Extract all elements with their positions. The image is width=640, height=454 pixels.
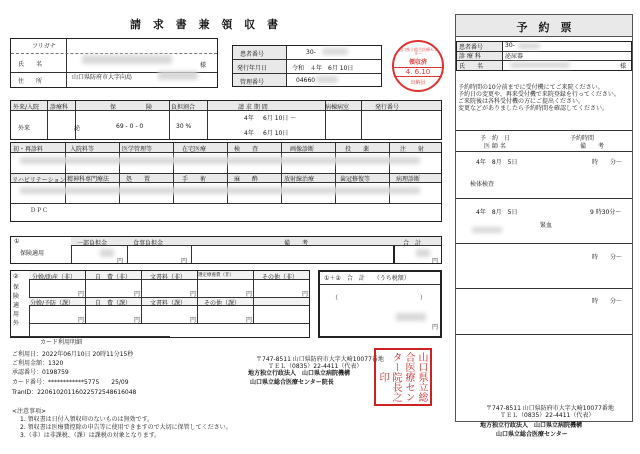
name-label: 氏 名 <box>18 61 43 68</box>
yen-r1-1: 円 <box>134 291 141 298</box>
address-label: 住 所 <box>18 78 43 85</box>
appt-1-date: 4年 8月 5日 <box>476 209 518 216</box>
hosp-corp: 地方独立行政法人 山口県立病院機構 <box>248 370 351 377</box>
yen-r1-4: 円 <box>302 291 309 298</box>
yen-r1-2: 円 <box>190 291 197 298</box>
appt-1-time: 9 時30分～ <box>590 209 622 216</box>
appt-inst-3: 変更などがありましたら予約時間を確認してください。 <box>458 105 609 112</box>
sum-tax-open: （ <box>332 295 339 302</box>
hosp-tel: ＴＥＬ（0835）22-4411（代表） <box>268 363 363 370</box>
nonins-r2-2: 文書料（課） <box>150 300 187 307</box>
appt-divider-0 <box>456 198 632 199</box>
bill-ratio: 30 % <box>176 123 192 130</box>
mgmt-no-value: 04660 <box>296 77 316 84</box>
pts-h2-1: 精神科専門療法 <box>67 176 110 183</box>
insurance-block <box>10 236 442 264</box>
bill-h-dept: 診療科 <box>50 104 69 111</box>
total-redacted <box>416 249 430 257</box>
bill-h-type: 外来/入院 <box>13 104 40 111</box>
copay-redacted <box>100 249 114 257</box>
bill-h-ins1: 保 <box>110 104 117 111</box>
appt-hosp-name: 山口県立総合医療センター <box>496 431 568 438</box>
nonins-r1-2: 文書料（非） <box>150 274 187 281</box>
nonins-r2-3: その他（課） <box>204 300 241 307</box>
hosp-address: 〒747-8511 山口県防府市大字大崎10077番地 <box>256 356 384 363</box>
sum-label: ①＋② 合 計 （うち税額） <box>324 275 410 282</box>
pts-h1-0: 初・再診料 <box>13 146 44 153</box>
nonins-r1-1: 自 費（非） <box>95 274 132 281</box>
yen-r1-0: 円 <box>78 291 85 298</box>
note-0: 1. 領収書は日付入領収印のないものは無効です。 <box>20 416 154 423</box>
sum-tax-close: ） <box>420 295 427 302</box>
appt-name-redacted <box>510 62 570 68</box>
nonins-r1-4: その他（非） <box>262 274 299 281</box>
points-redacted-1 <box>20 157 420 164</box>
patient-no-value: 30- <box>306 49 316 56</box>
yen-r2-1: 円 <box>134 317 141 324</box>
section2-side: 保険適用外 <box>13 284 20 327</box>
note-2: 3.（非）は非課税、（課）は課税の対象となります。 <box>20 432 161 439</box>
appt-divider-1 <box>456 243 632 244</box>
card-line-3: カード番号：************5775 25/09 <box>12 379 129 386</box>
mgmt-no-redacted <box>316 76 338 83</box>
appt-col1: 予 約 日 <box>480 135 511 142</box>
appt-1-note: 緊血 <box>540 222 553 229</box>
pts-h1-5: 画像診断 <box>290 146 315 153</box>
paid-stamp-mid: 領収済 <box>408 59 427 66</box>
total-label: 合 計 <box>403 240 422 247</box>
points-redacted-2 <box>20 187 420 194</box>
appt-0-time: 時 分～ <box>592 159 623 166</box>
bill-h-ins2: 険 <box>146 104 153 111</box>
address-redacted <box>158 71 198 80</box>
patient-no-label: 患者番号 <box>240 51 265 58</box>
card-title: カード利用明細 <box>40 339 83 346</box>
mgmt-no-label: 管理番号 <box>240 79 265 86</box>
notes-title: <注意事項> <box>12 408 47 415</box>
pts-h1-7: 注 射 <box>400 146 425 153</box>
paid-stamp-top: 山口県立総合医療センター <box>398 47 438 56</box>
appt-dept: 泌尿器 <box>505 53 524 60</box>
copay-label: 一部負担金 <box>77 240 108 247</box>
appointment-card <box>455 14 633 422</box>
address-value: 山口県防府市大字向島 <box>72 74 133 81</box>
pts-h1-4: 検 査 <box>234 146 259 153</box>
paid-stamp-bottom: 出納員 <box>410 80 426 86</box>
insurance-label: 保険適用 <box>20 250 45 257</box>
appt-patient-no: 30- <box>505 42 515 49</box>
pts-h2-0: リハビリテーション <box>12 177 66 184</box>
bill-type: 外来 <box>18 125 31 132</box>
section1-no: ① <box>14 238 20 245</box>
appt-dept-label: 診 療 科 <box>459 53 481 60</box>
issue-date-label: 発行年月日 <box>237 65 268 72</box>
card-line-4: TranID：22061020116022572548616048 <box>12 389 137 396</box>
receipt-title: 請 求 書 兼 領 収 書 <box>130 18 282 31</box>
name-suffix: 様 <box>200 62 207 69</box>
appt-blank-1-time: 時 分～ <box>592 298 623 305</box>
hosp-name: 山口県立総合医療センター院長 <box>250 379 334 386</box>
pts-h2-6: 歯冠修復等 <box>340 176 371 183</box>
yen-r2-2: 円 <box>190 317 197 324</box>
pts-h2-4: 麻 酔 <box>234 176 259 183</box>
appt-title: 予 約 票 <box>516 21 572 34</box>
appt-inst-0: 予約時間の10分前までに受付機にてご来院ください。 <box>458 84 604 91</box>
section2-no: ② <box>13 273 19 280</box>
yen-r1-3: 円 <box>246 291 253 298</box>
nonins-r1-0: 分娩/助産（非） <box>32 274 77 281</box>
total-yen: 円 <box>432 258 439 265</box>
appt-blank-0-time: 時 分～ <box>592 254 623 261</box>
bill-dept: 泌 <box>74 125 81 132</box>
appt-inst-2: ご来院後は各科受付機の方にご提出ください。 <box>458 98 585 105</box>
nonins-r2-0: 分娩/予防（課） <box>30 300 75 307</box>
card-line-2: 承認番号：0198759 <box>12 369 69 376</box>
copay-yen: 円 <box>117 258 124 265</box>
bill-h-issue: 発行番号 <box>375 104 400 111</box>
meal-label: 食事負担金 <box>133 240 164 247</box>
appt-header-line2 <box>456 151 632 152</box>
pts-h2-3: 手 術 <box>182 176 207 183</box>
yen-r2-3: 円 <box>246 317 253 324</box>
yen-r2-0: 円 <box>78 317 85 324</box>
appt-1-doctor-redacted <box>472 227 502 233</box>
sum-yen: 円 <box>432 324 439 331</box>
bill-period-to: 6月 10日 <box>263 130 289 137</box>
bill-h-ratio: 負担割合 <box>171 104 196 111</box>
pts-h1-6: 投 薬 <box>345 146 370 153</box>
appt-inst-1: 予約日の変更や、再来受付機で来院登録を行ってください。 <box>458 91 620 98</box>
bill-insurance: 69 - 0 - 0 <box>116 123 144 130</box>
hospital-seal: 山口県立総合医療センター院長之印 <box>374 348 432 406</box>
note-1: 2. 領収書は医療費控除の申告等に使用できますので大切に保管してください。 <box>20 424 232 431</box>
card-line-0: ご利用日：2022年06月10日 20時11分15秒 <box>12 351 134 358</box>
pts-h2-5: 放射線治療 <box>284 176 315 183</box>
pts-h2-2: 処 置 <box>126 176 151 183</box>
furigana-label: フリガナ <box>32 43 56 50</box>
appt-col4: 備 考 <box>580 143 605 150</box>
appt-0-date: 4年 8月 5日 <box>476 159 518 166</box>
sum-redacted <box>396 313 426 321</box>
patient-name-redacted <box>82 55 172 64</box>
appt-divider-2 <box>456 288 632 289</box>
bill-period-from: 6月 10日 ～ <box>263 115 297 122</box>
remarks-label: 備 考 <box>284 240 309 247</box>
appt-name-label: 氏 名 <box>459 63 484 70</box>
appt-0-note: 検体検査 <box>470 181 495 188</box>
appt-col2: 医 師 名 <box>484 143 506 150</box>
pts-h1-3: 在宅医療 <box>182 146 207 153</box>
appt-divider-3 <box>456 334 632 335</box>
appt-hosp-address: 〒747-8511 山口県防府市大字大崎10077番地 <box>486 405 614 412</box>
appt-hosp-corp: 地方独立行政法人 山口県立病院機構 <box>480 422 583 429</box>
pts-h1-2: 医学管理等 <box>122 146 153 153</box>
bill-h-period: 請 求 期 間 <box>238 104 268 111</box>
paid-stamp <box>392 40 444 92</box>
bill-period-to-era: 4年 <box>244 130 254 137</box>
appt-patient-no-redacted <box>518 43 540 49</box>
patient-no-redacted <box>322 48 348 55</box>
appt-hosp-tel: ＴＥＬ（0835）22-4411（代表） <box>500 412 595 419</box>
appt-col3: 予約時間 <box>570 135 595 142</box>
card-line-1: ご利用金額：1320 <box>12 360 64 367</box>
nonins-r1-3: 選定療養費（非） <box>198 273 234 278</box>
meal-yen: 円 <box>181 258 188 265</box>
pts-h1-1: 入院料等 <box>70 146 95 153</box>
issue-date-value: 令和 ４年 6月 10日 <box>292 65 354 72</box>
appt-patient-no-label: 患者番号 <box>459 44 484 51</box>
nonins-r2-1: 自 費（課） <box>95 300 132 307</box>
paid-stamp-date: 4. 6.10 <box>394 67 442 77</box>
pts-h2-7: 病理診断 <box>396 176 421 183</box>
appt-header-line <box>456 130 632 131</box>
bill-period-from-era: 4年 <box>244 115 254 122</box>
appt-name-suffix: 様 <box>620 63 627 70</box>
dpc-label: ＤＰＣ <box>30 207 49 214</box>
bill-h-ward: 病棟病室 <box>325 104 350 111</box>
